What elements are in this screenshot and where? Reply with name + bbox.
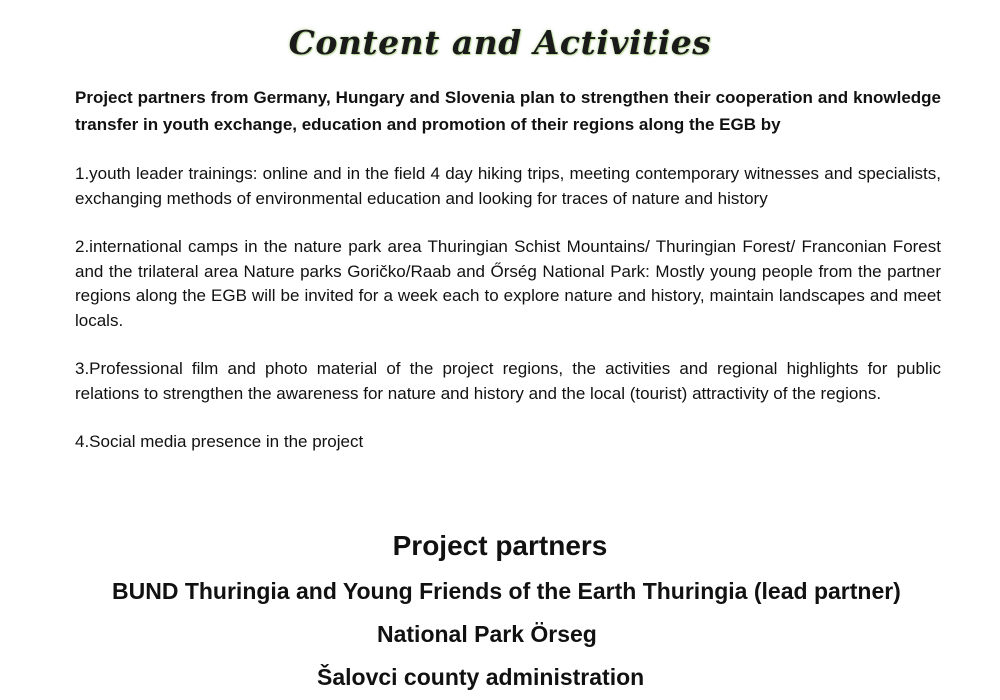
partner-item-county: Šalovci county administration xyxy=(317,664,645,690)
intro-paragraph: Project partners from Germany, Hungary and Slovenia plan to strengthen their cooperation and knowledge transfer in youth exchange, education and promotion of their regions along the EGB by xyxy=(75,88,941,134)
activity-paragraph-3: 3.Professional film and photo material of the project regions, the activities and regional highlights for public relations to strengthen the awareness for nature and history and the local (tourist) attractivity of the regions. xyxy=(75,359,941,403)
activity-paragraph-1: 1.youth leader trainings: online and in the field 4 day hiking trips, meeting contemporary witnesses and specialists, exchanging methods of environmental education and looking for traces of nature and history xyxy=(75,164,941,208)
activity-paragraph-4: 4.Social media presence in the project xyxy=(75,432,364,451)
activity-paragraph-2: 2.international camps in the nature park area Thuringian Schist Mountains/ Thuringian Forest/ Franconian Forest and the trilateral area Nature parks Goričko/Raab and Őrség National Park: Mostly young people from the partner regions along the EGB will be invited for a week each to explore nature and history, maintain landscapes and meet locals. xyxy=(75,237,941,330)
partner-list xyxy=(0,570,1000,699)
partners-heading: Project partners xyxy=(392,530,608,562)
page-title: Content and Activities xyxy=(288,23,712,63)
content-body xyxy=(75,84,941,479)
partner-item-lead: BUND Thuringia and Young Friends of the Earth Thuringia (lead partner) xyxy=(112,578,901,604)
partner-item-national-park: National Park Örseg xyxy=(377,621,597,647)
